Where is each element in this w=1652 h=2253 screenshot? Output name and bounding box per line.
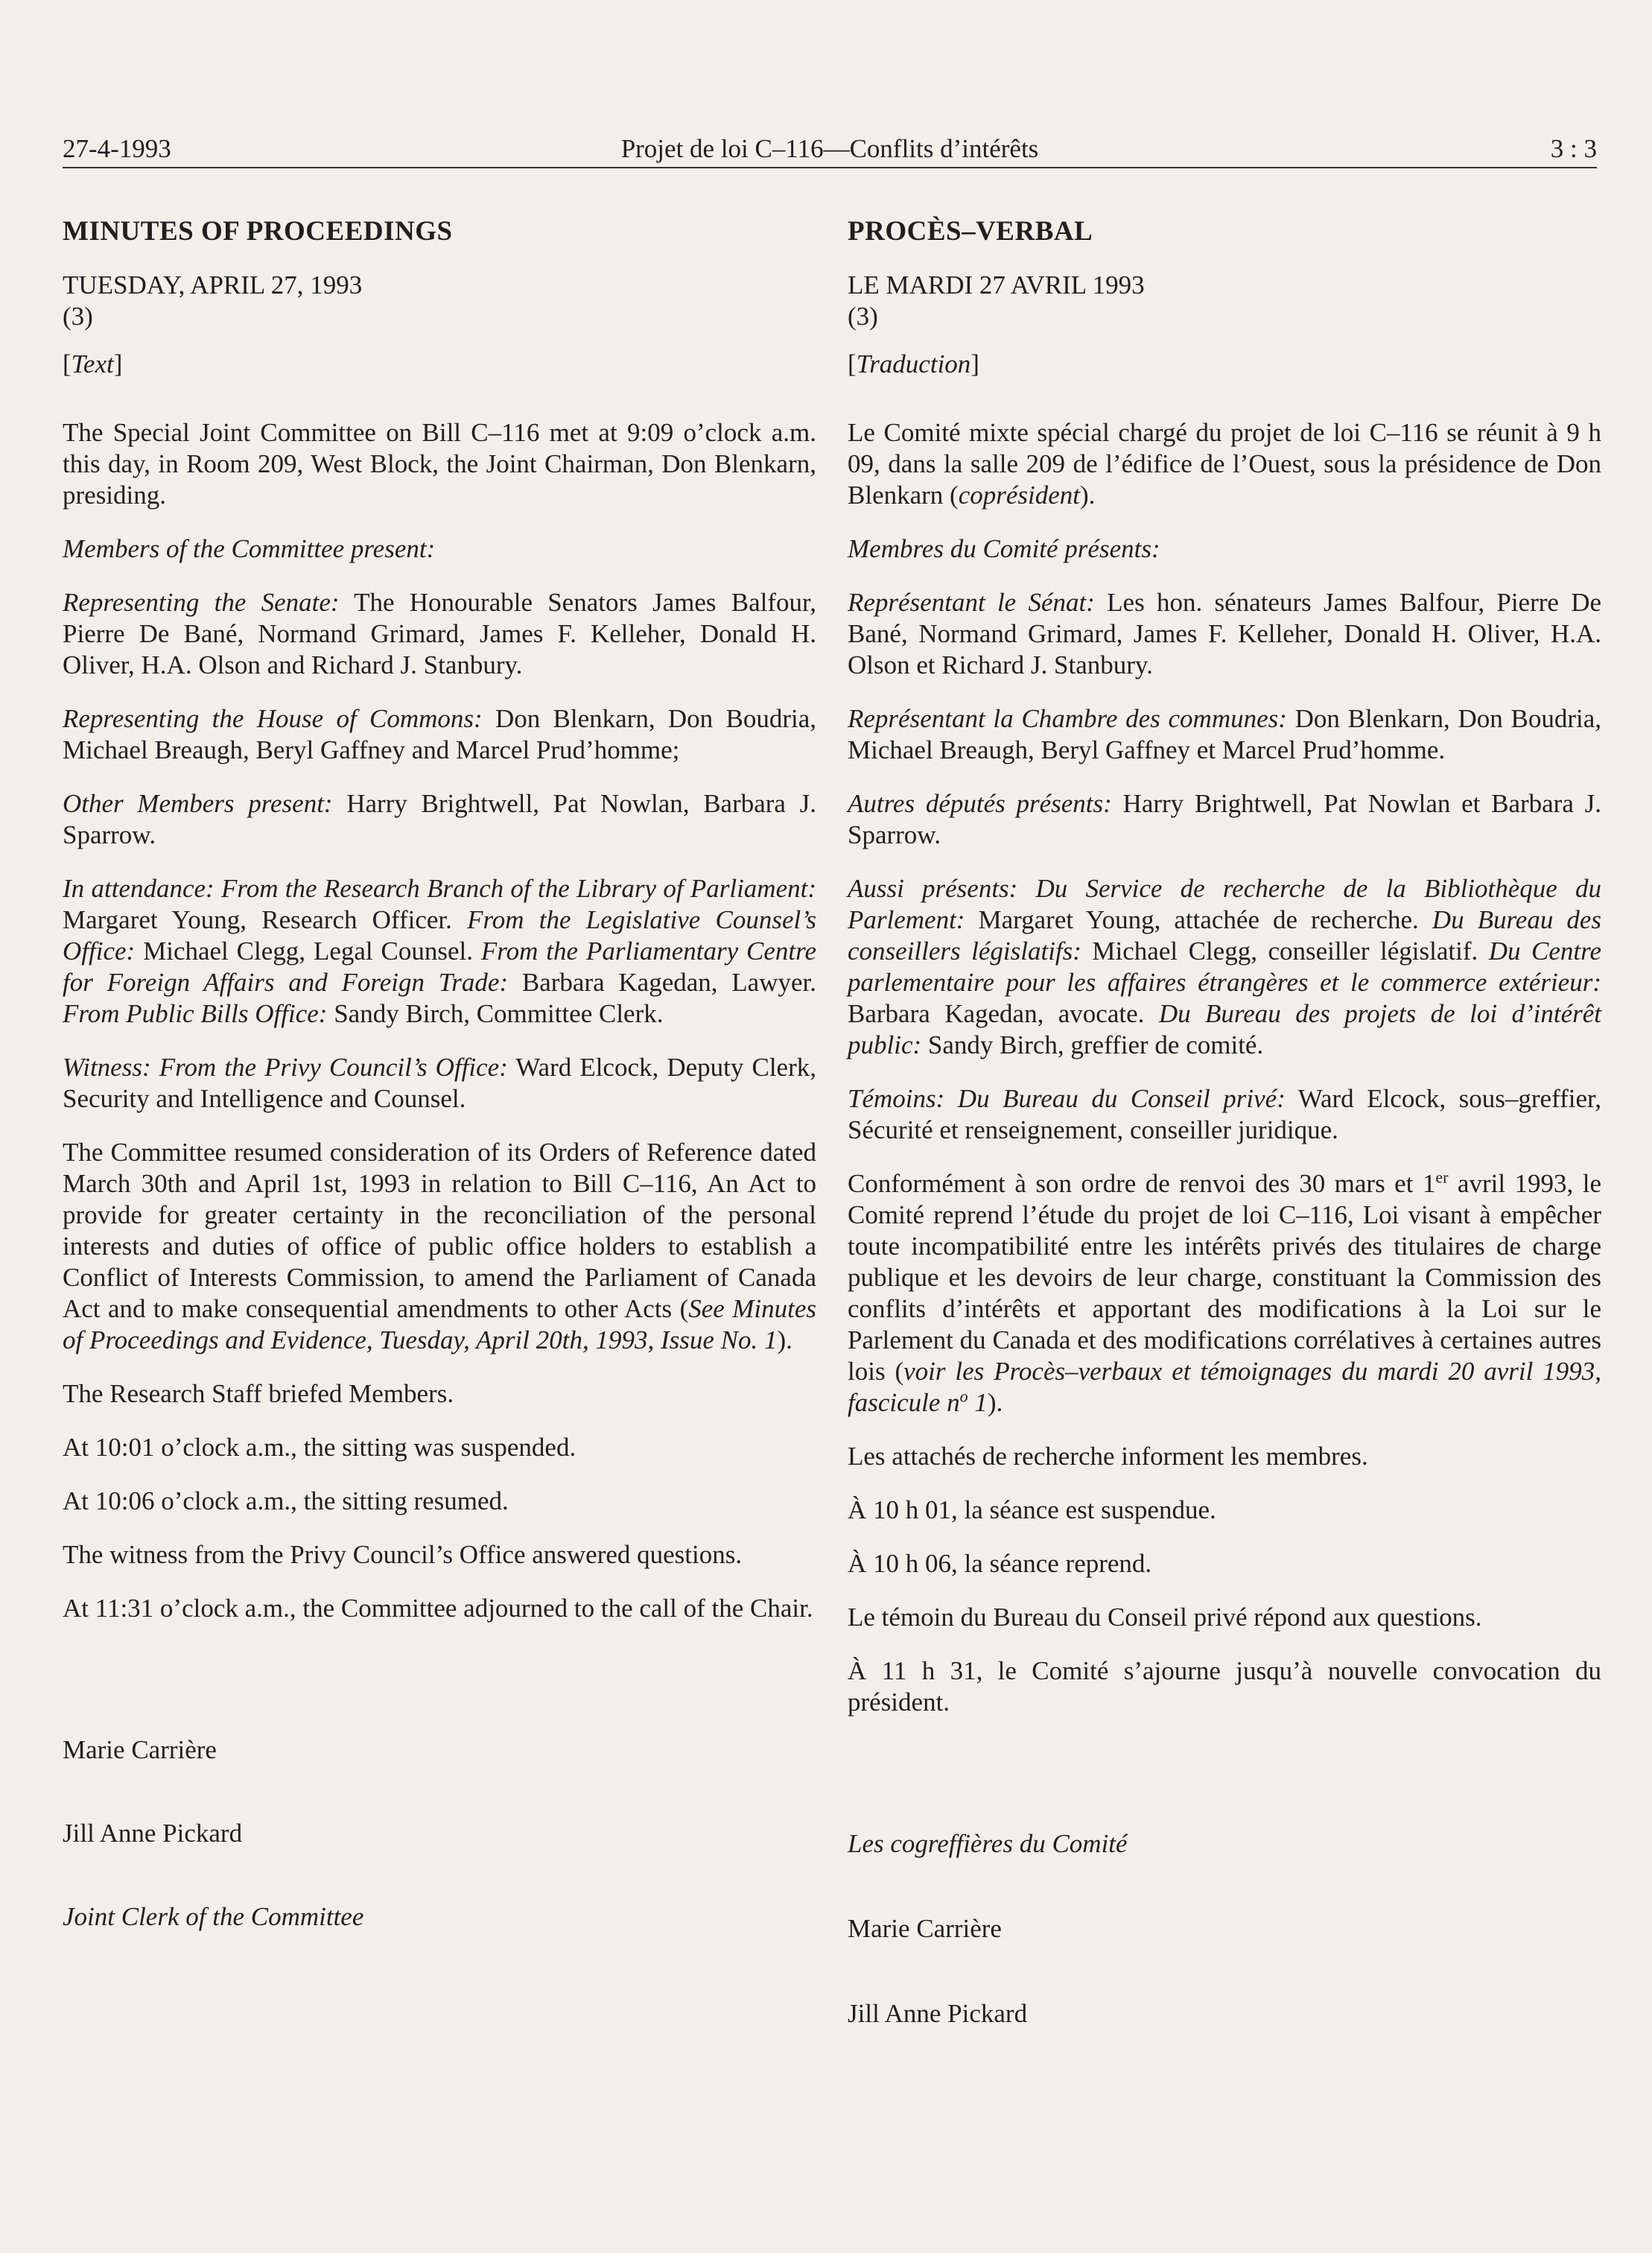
french-att-label-4: Du Bureau des projets de loi d’intérêt public: [848,999,1601,1059]
english-senate-paragraph [63,587,816,681]
french-att-text-4: Sandy Birch, greffier de comité. [921,1030,1264,1059]
header-page-number: 3 : 3 [1550,134,1597,163]
french-suspended: À 10 h 01, la séance est suspendue. [848,1495,1216,1524]
french-p1-text: Le Comité mixte spécial chargé du projet de loi C–116 se réunit à 9 h 09, dans la salle 209 de l’édifice de l’Ouest, sous la présidence de Don Blenkarn ( [848,418,1601,510]
french-resumed-sup: er [1435,1167,1449,1187]
english-att-text-4: Sandy Birch, Committee Clerk. [327,999,664,1028]
english-commons-paragraph [63,703,816,766]
french-meeting-date: LE MARDI 27 AVRIL 1993 [848,270,1145,300]
english-answered: The witness from the Privy Council’s Office answered questions. [63,1540,743,1569]
english-att-text-1: Margaret Young, Research Officer. [63,905,468,934]
french-commons-text: Don Blenkarn, Don Boudria, Michael Breaugh, Beryl Gaffney et Marcel Prud’homme. [848,704,1601,764]
french-meeting-number: (3) [848,302,878,331]
english-attendance-paragraph [63,873,816,1030]
french-heading: PROCÈS–VERBAL [848,216,1093,247]
french-resumed-reference [848,1357,1601,1417]
french-resumed: À 10 h 06, la séance reprend. [848,1549,1152,1578]
french-briefed: Les attachés de recherche informent les membres. [848,1442,1368,1471]
running-header [63,134,1597,168]
english-att-text-3: Barbara Kagedan, Lawyer. [508,968,816,997]
french-p1-role: coprésident [958,481,1080,510]
french-resumed-ref-sup: o [959,1387,968,1406]
english-heading: MINUTES OF PROCEEDINGS [63,216,453,247]
french-att-text-1: Margaret Young, attachée de recherche. [965,905,1432,934]
french-senate-label: Représentant le Sénat: [848,588,1095,617]
english-commons-text: Don Blenkarn, Don Boudria, Michael Breaugh, Beryl Gaffney and Marcel Prud’homme; [63,704,816,764]
english-att-label-1: In attendance: From the Research Branch of the Library of Parliament: [63,874,816,903]
french-witness-text: Ward Elcock, sous–greffier, Sécurité et renseignement, conseiller juridique. [848,1084,1601,1144]
french-opening-paragraph [848,417,1601,511]
french-other-label: Autres députés présents: [848,789,1112,818]
french-att-label-3: Du Centre parlementaire pour les affaires étrangères et le commerce extérieur: [848,937,1601,997]
english-signature-clerk-1: Marie Carrière [63,1735,217,1764]
french-commons-label: Représentant la Chambre des communes: [848,704,1287,733]
english-other-members-paragraph [63,788,816,851]
french-other-text: Harry Brightwell, Pat Nowlan et Barbara J. Sparrow. [848,789,1601,849]
french-commons-paragraph [848,703,1601,766]
french-senate-text: Les hon. sénateurs James Balfour, Pierre De Bané, Normand Grimard, James F. Kelleher, Donald H. Oliver, H.A. Olson et Richard J. Stanbury. [848,588,1602,679]
french-resumed-text-2: avril 1993, le Comité reprend l’étude du projet de loi C–116, Loi visant à empêcher toute incompatibilité entre les intérêts privés des titulaires de charge publique et les devoirs de leur charge, constituant la Commission des conflits d’intérêts et apportant des modifications à la Loi sur le Parlement du Canada et des modifications corrélatives à certaines autres lois ( [848,1169,1601,1386]
french-resumed-text-1: Conformément à son ordre de renvoi des 30 mars et 1 [848,1169,1436,1198]
header-rule [63,167,1597,168]
english-att-text-2: Michael Clegg, Legal Counsel. [135,937,481,966]
french-witness-paragraph [848,1083,1601,1146]
french-text-tag: [ Traduction ] [848,349,1601,380]
english-suspended: At 10:01 o’clock a.m., the sitting was suspended. [63,1433,576,1462]
french-att-text-2: Michael Clegg, conseiller législatif. [1081,937,1489,966]
english-other-label: Other Members present: [63,789,333,818]
english-resumed-consideration-paragraph [63,1137,816,1356]
french-column [848,216,1601,2029]
english-meeting-number: (3) [63,302,93,331]
french-signature-clerk-2: Jill Anne Pickard [848,1999,1028,2028]
english-resumed-text: The Committee resumed consideration of its Orders of Reference dated March 30th and April 1st, 1993 in relation to Bill C–116, An Act to provide for greater certainty in the reconciliation of the personal interests and duties of office of public office holders to establish a Conflict of Interests Commission, to amend the Parliament of Canada Act and to make consequential amendments to other Acts ( [63,1138,816,1323]
french-att-label-1: Aussi présents: Du Service de recherche de la Bibliothèque du Parlement: [848,874,1601,934]
english-commons-label: Representing the House of Commons: [63,704,483,733]
english-witness-label: Witness: From the Privy Council’s Office: [63,1053,508,1082]
french-attendance-paragraph [848,873,1601,1061]
header-title: Projet de loi C–116—Conflits d’intérêts [620,134,1039,163]
english-briefed: The Research Staff briefed Members. [63,1379,454,1408]
french-att-label-2: Du Bureau des conseillers législatifs: [848,905,1601,966]
french-adjourned: À 11 h 31, le Comité s’ajourne jusqu’à nouvelle convocation du président. [848,1656,1601,1717]
french-senate-paragraph [848,587,1601,681]
french-resumed-consideration-paragraph [848,1168,1601,1419]
english-att-label-4: From Public Bills Office: [63,999,328,1028]
english-column [63,216,816,1933]
french-members-label [848,533,1601,565]
french-witness-label: Témoins: Du Bureau du Conseil privé: [848,1084,1286,1113]
english-senate-text: The Honourable Senators James Balfour, Pierre De Bané, Normand Grimard, James F. Kelleher, Donald H. Oliver, H.A. Olson and Richard J. Stanbury. [63,588,816,679]
french-resumed-ref-1: voir les Procès–verbaux et témoignages du mardi 20 avril 1993, fascicule n [848,1357,1601,1417]
english-adjourned: At 11:31 o’clock a.m., the Committee adjourned to the call of the Chair. [63,1594,813,1623]
english-senate-label: Representing the Senate: [63,588,340,617]
english-witness-paragraph [63,1052,816,1115]
english-members-label [63,533,816,565]
english-att-label-3: From the Parliamentary Centre for Foreign Affairs and Foreign Trade: [63,937,816,997]
french-signature-clerk-1: Marie Carrière [848,1914,1002,1943]
english-opening-paragraph: The Special Joint Committee on Bill C–116 met at 9:09 o’clock a.m. this day, in Room 209, West Block, the Joint Chairman, Don Blenkarn, presiding. [63,418,816,510]
english-meeting-date: TUESDAY, APRIL 27, 1993 [63,270,363,300]
english-signature-title: Joint Clerk of the Committee [63,1902,364,1931]
french-members-label-text: Membres du Comité présents: [848,534,1160,563]
english-att-label-2: From the Legislative Counsel’s Office: [63,905,816,966]
french-resumed-end: ). [987,1388,1003,1417]
french-answered: Le témoin du Bureau du Conseil privé répond aux questions. [848,1603,1482,1632]
english-signature-clerk-2: Jill Anne Pickard [63,1819,243,1848]
french-other-members-paragraph [848,788,1601,851]
english-resumed-reference: See Minutes of Proceedings and Evidence, Tuesday, April 20th, 1993, Issue No. 1 [63,1294,817,1354]
english-other-text: Harry Brightwell, Pat Nowlan, Barbara J. Sparrow. [63,789,816,849]
french-resumed-ref-2: 1 [968,1388,988,1417]
french-p1-end: ). [1080,481,1096,510]
french-signature-title: Les cogreffières du Comité [848,1829,1128,1858]
english-members-label-text: Members of the Committee present: [63,534,436,563]
english-resumed-end: ). [777,1325,792,1354]
header-date: 27-4-1993 [63,134,171,163]
english-resumed: At 10:06 o’clock a.m., the sitting resumed. [63,1486,509,1515]
english-witness-text: Ward Elcock, Deputy Clerk, Security and Intelligence and Counsel. [63,1053,816,1113]
english-text-tag: [ Text ] [63,349,816,380]
french-att-text-3: Barbara Kagedan, avocate. [848,999,1159,1028]
